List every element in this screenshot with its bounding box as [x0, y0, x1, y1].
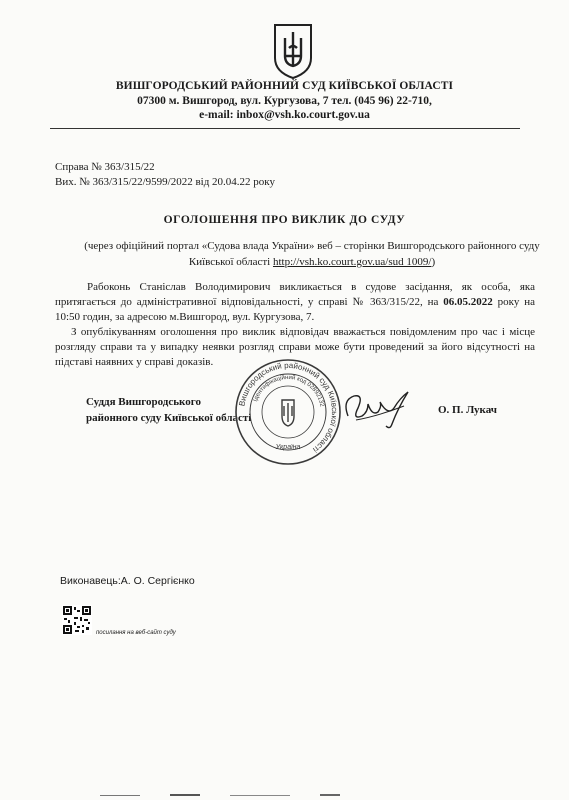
judge-title — [86, 394, 251, 426]
qr-caption: посилання на веб-сайт суду — [96, 630, 176, 636]
scan-artifact — [100, 794, 400, 798]
summons-paragraph — [55, 280, 535, 325]
seal-outer-text: Вишгородський районний суд Київської області — [237, 360, 340, 455]
seal-inner-text: Ідентифікаційний код 02892132 — [252, 374, 325, 408]
court-seal-icon — [232, 356, 344, 468]
header-divider — [50, 128, 520, 129]
hearing-date: 06.05.2022 — [443, 296, 493, 308]
judge-title-line-1: Суддя Вишгородського — [86, 396, 201, 408]
court-name: ВИШГОРОДСЬКИЙ РАЙОННИЙ СУД КИЇВСЬКОЇ ОБЛАСТІ — [115, 80, 454, 92]
outgoing-number: Вих. № 363/315/22/9599/2022 від 20.04.22 року — [55, 176, 275, 188]
executor: Виконавець:А. О. Сергієнко — [60, 575, 195, 587]
judge-signature-icon — [338, 386, 418, 436]
portal-note-close: ) — [431, 256, 436, 268]
summons-text-2: року на 10:50 годин, за адресою м.Вишгород, вул. Кургузова, 7. — [55, 296, 535, 323]
case-number: Справа № 363/315/22 — [55, 161, 155, 173]
court-email: e-mail: inbox@vsh.ko.court.gov.ua — [199, 109, 370, 121]
judge-name: О. П. Лукач — [438, 404, 497, 416]
judge-title-line-2: районного суду Київської області — [86, 412, 252, 424]
court-address: 07300 м. Вишгород, вул. Кургузова, 7 тел. (045 96) 22-710, — [137, 95, 432, 107]
document-title: ОГОЛОШЕННЯ ПРО ВИКЛИК ДО СУДУ — [163, 214, 406, 226]
summons-text-1: Рабоконь Станіслав Володимирович викликається в судове засідання, як особа, яка притягається до адміністративної відповідальності, у справі № 363/315/22, на — [55, 281, 535, 308]
portal-note — [82, 238, 542, 270]
court-website-link[interactable]: http://vsh.ko.court.gov.ua/sud 1009/ — [272, 256, 432, 268]
coat-of-arms-icon — [272, 22, 314, 80]
seal-bottom-text: Україна — [275, 444, 301, 451]
portal-note-text: (через офіційний портал «Судова влада України» веб – сторінки Вишгородського районного суду Київської області — [84, 240, 540, 268]
notice-paragraph: З опублікуванням оголошення про виклик відповідач вважається повідомленим про час і місце розгляду справи та у випадку неявки розгляд справи може бути проведений за його відсутності на підставі наявних у справі доказів. — [55, 326, 535, 368]
qr-code-icon[interactable] — [62, 605, 92, 635]
